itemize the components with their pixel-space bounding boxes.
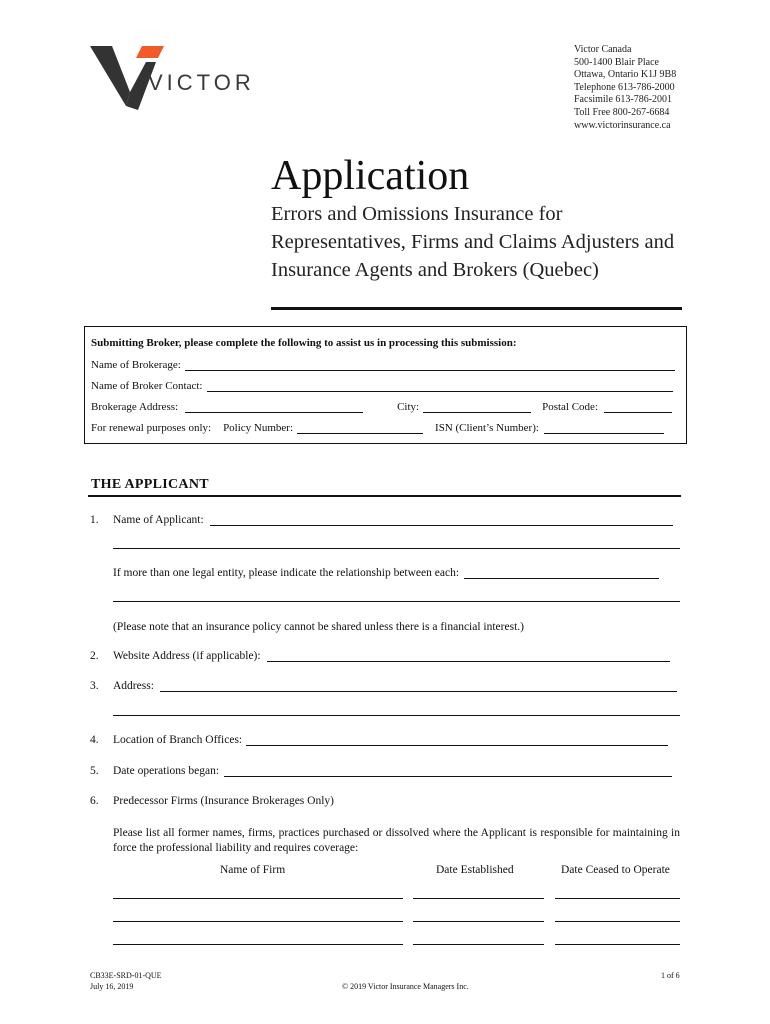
date-ceased-field[interactable] bbox=[555, 898, 680, 899]
date-established-field[interactable] bbox=[413, 944, 544, 945]
page-number: 1 of 6 bbox=[661, 971, 680, 980]
brokerage-address-row bbox=[91, 401, 672, 413]
company-telephone: Telephone 613-786-2000 bbox=[574, 81, 675, 93]
column-name-of-firm: Name of Firm bbox=[220, 864, 286, 876]
q6-instructions: Please list all former names, firms, practices purchased or dissolved where the Applicant is responsible for maintaining in force the professional liability and requires coverage: bbox=[113, 827, 680, 854]
policy-number-label: Policy Number: bbox=[223, 422, 294, 434]
broker-contact-row bbox=[91, 380, 673, 392]
page-subtitle: Errors and Omissions Insurance for Representatives, Firms and Claims Adjusters and Insurance Agents and Brokers (Quebec) bbox=[271, 203, 675, 281]
q5-number: 5. bbox=[90, 765, 99, 777]
firm-name-field[interactable] bbox=[113, 921, 403, 922]
q1-relationship-row bbox=[113, 567, 659, 579]
section-divider bbox=[88, 495, 681, 497]
renewal-label: For renewal purposes only: bbox=[91, 422, 212, 434]
footer-left bbox=[90, 970, 162, 992]
website-field[interactable] bbox=[267, 651, 670, 662]
branch-offices-field[interactable] bbox=[246, 735, 668, 746]
isn-label: ISN (Client’s Number): bbox=[435, 422, 539, 434]
q1-note: (Please note that an insurance policy cannot be shared unless there is a financial interest.) bbox=[113, 621, 524, 633]
q3-number: 3. bbox=[90, 680, 99, 692]
q5-label: Date operations began: bbox=[113, 765, 220, 777]
brokerage-name-label: Name of Brokerage: bbox=[91, 359, 181, 371]
address-field-line2[interactable] bbox=[113, 715, 680, 716]
page-title: Application bbox=[271, 153, 470, 199]
q3-row bbox=[113, 680, 677, 692]
applicant-name-field-line2[interactable] bbox=[113, 548, 680, 549]
relationship-field[interactable] bbox=[464, 568, 659, 579]
broker-box-intro: Submitting Broker, please complete the following to assist us in processing this submission: bbox=[91, 337, 517, 349]
q6-label: Predecessor Firms (Insurance Brokerages Only) bbox=[113, 795, 334, 807]
q1-number: 1. bbox=[90, 514, 99, 526]
date-established-field[interactable] bbox=[413, 921, 544, 922]
brokerage-address-field[interactable] bbox=[185, 402, 363, 413]
firm-name-field[interactable] bbox=[113, 944, 403, 945]
q1-row bbox=[113, 514, 673, 526]
postal-code-label: Postal Code: bbox=[542, 401, 598, 413]
company-facsimile: Facsimile 613-786-2001 bbox=[574, 94, 673, 106]
brokerage-name-row bbox=[91, 359, 675, 371]
isn-field[interactable] bbox=[544, 423, 664, 434]
q4-number: 4. bbox=[90, 734, 99, 746]
q2-label: Website Address (if applicable): bbox=[113, 650, 261, 662]
brokerage-address-label: Brokerage Address: bbox=[91, 401, 179, 413]
company-tollfree: Toll Free 800-267-6684 bbox=[574, 106, 670, 118]
form-code: CB33E-SRD-01-QUE bbox=[90, 971, 162, 980]
q3-label: Address: bbox=[113, 680, 154, 692]
form-date: July 16, 2019 bbox=[90, 982, 134, 991]
city-label: City: bbox=[397, 401, 420, 413]
section-title-applicant: THE APPLICANT bbox=[91, 477, 209, 492]
q4-label: Location of Branch Offices: bbox=[113, 734, 243, 746]
date-ceased-field[interactable] bbox=[555, 944, 680, 945]
q1-relationship-label: If more than one legal entity, please indicate the relationship between each: bbox=[113, 567, 460, 579]
postal-code-field[interactable] bbox=[604, 402, 672, 413]
broker-contact-field[interactable] bbox=[207, 381, 673, 392]
broker-contact-label: Name of Broker Contact: bbox=[91, 380, 203, 392]
title-divider bbox=[271, 307, 682, 310]
brokerage-name-field[interactable] bbox=[185, 360, 675, 371]
q2-number: 2. bbox=[90, 650, 99, 662]
address-field[interactable] bbox=[160, 681, 677, 692]
company-name: Victor Canada bbox=[574, 44, 632, 55]
column-date-ceased: Date Ceased to Operate bbox=[561, 864, 670, 876]
company-street: 500-1400 Blair Place bbox=[574, 56, 659, 68]
submitting-broker-box bbox=[84, 326, 687, 444]
footer-copyright: © 2019 Victor Insurance Managers Inc. bbox=[342, 982, 469, 991]
company-website: www.victorinsurance.ca bbox=[574, 119, 671, 131]
q4-row bbox=[113, 734, 668, 746]
date-operations-field[interactable] bbox=[224, 766, 672, 777]
firm-name-field[interactable] bbox=[113, 898, 403, 899]
date-established-field[interactable] bbox=[413, 898, 544, 899]
company-city: Ottawa, Ontario K1J 9B8 bbox=[574, 69, 677, 81]
applicant-name-field[interactable] bbox=[210, 515, 673, 526]
q6-number: 6. bbox=[90, 795, 99, 807]
relationship-field-line2[interactable] bbox=[113, 601, 680, 602]
q1-label: Name of Applicant: bbox=[113, 514, 204, 526]
policy-number-field[interactable] bbox=[297, 423, 423, 434]
column-date-established: Date Established bbox=[436, 864, 514, 876]
date-ceased-field[interactable] bbox=[555, 921, 680, 922]
city-field[interactable] bbox=[423, 402, 531, 413]
company-address bbox=[574, 44, 676, 132]
victor-wordmark: VICTOR bbox=[148, 70, 255, 95]
renewal-row bbox=[91, 422, 664, 434]
q5-row bbox=[113, 765, 672, 777]
q2-row bbox=[113, 650, 670, 662]
